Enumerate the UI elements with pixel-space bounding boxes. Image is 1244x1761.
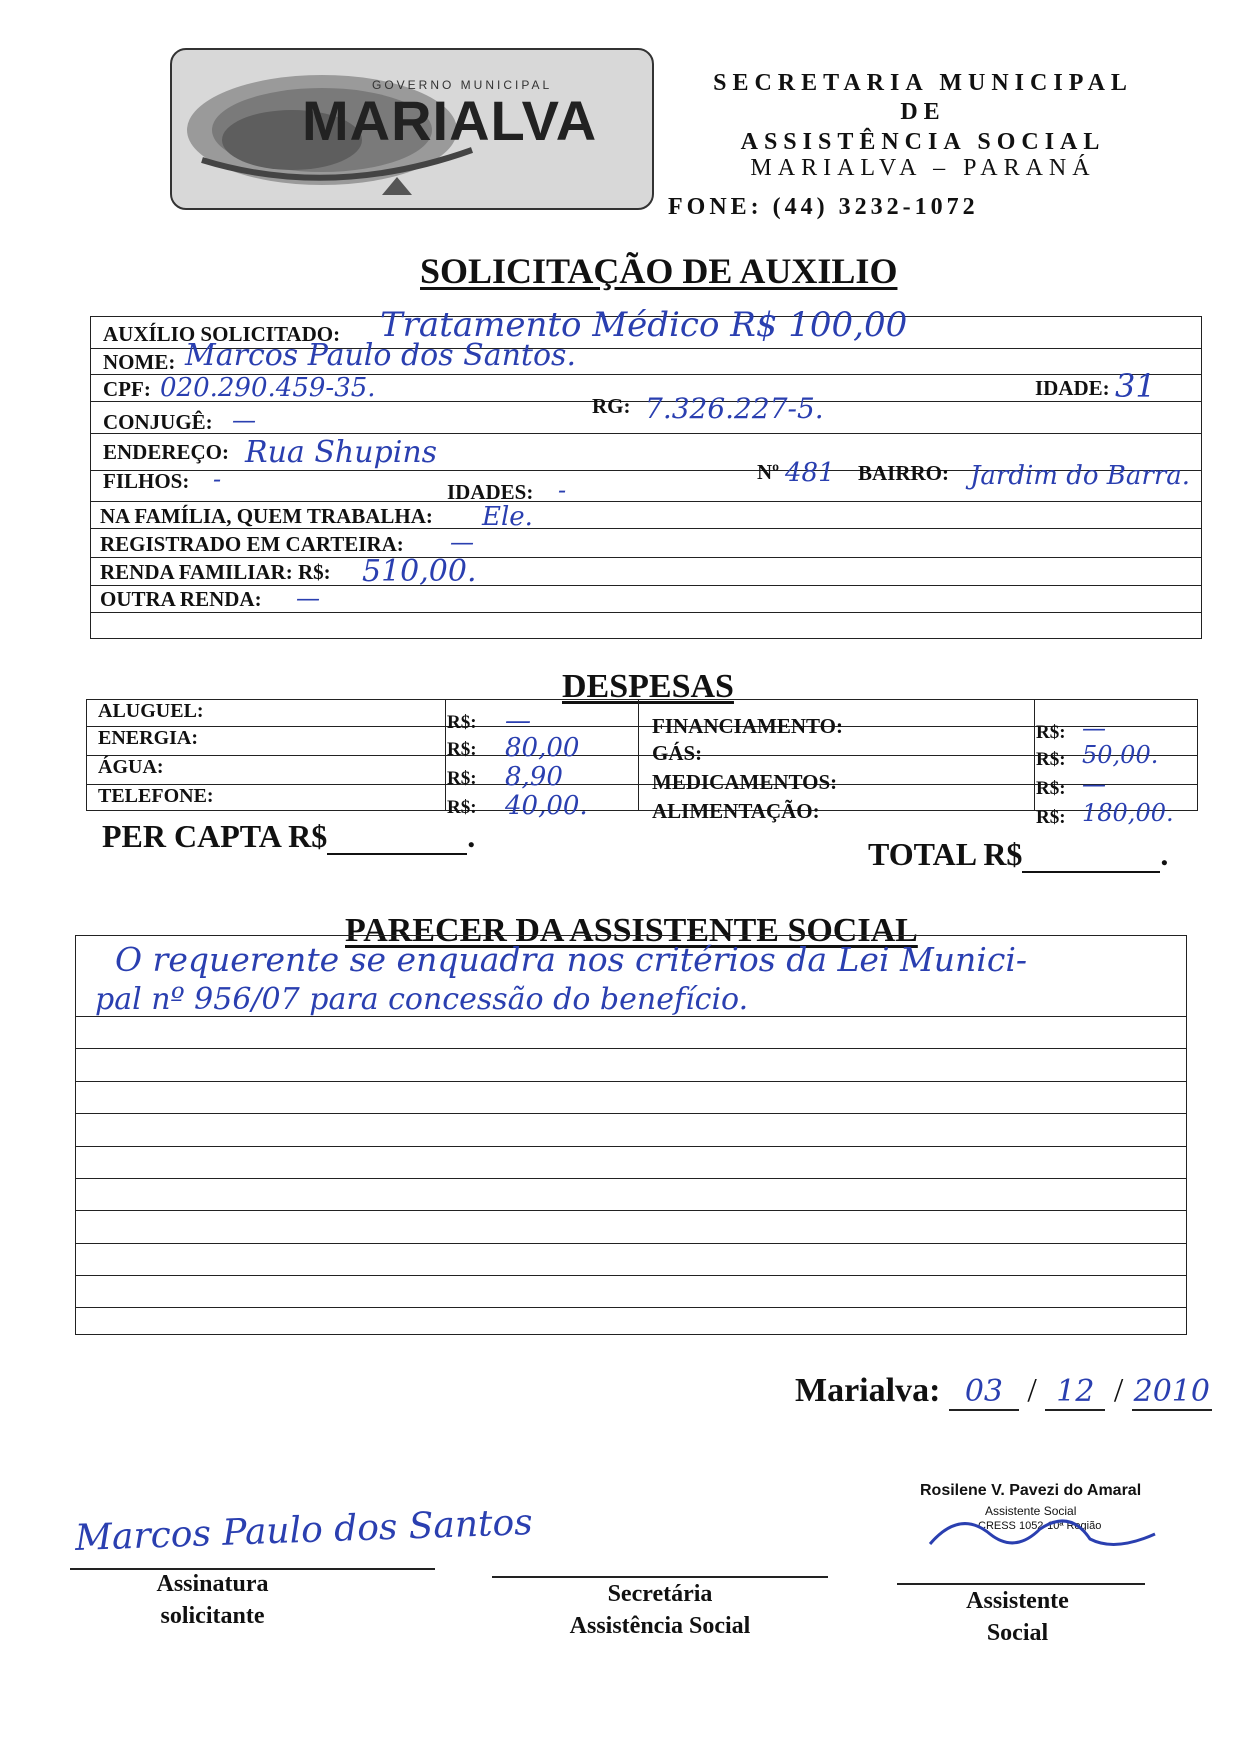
conjuge-label: CONJUGÊ: bbox=[103, 410, 213, 434]
auxilio-value[interactable]: Tratamento Médico R$ 100,00 bbox=[380, 305, 908, 345]
despesa-left-value[interactable]: 8,90 bbox=[505, 762, 563, 792]
stamp-name: Rosilene V. Pavezi do Amaral bbox=[920, 1482, 1142, 1499]
rg-label: RG: bbox=[592, 394, 631, 418]
despesa-left-label: ALUGUEL: bbox=[98, 700, 204, 722]
renda-value[interactable]: 510,00. bbox=[362, 554, 477, 589]
numero-value[interactable]: 481 bbox=[785, 458, 835, 488]
bairro-label: BAIRRO: bbox=[858, 461, 950, 485]
header-line4: MARIALVA – PARANÁ bbox=[750, 155, 1096, 181]
header-line3: ASSISTÊNCIA SOCIAL bbox=[740, 129, 1106, 155]
cpf-label: CPF: bbox=[103, 377, 151, 401]
idades-value[interactable]: - bbox=[558, 476, 567, 504]
per-capta-blank[interactable] bbox=[327, 825, 467, 855]
date-month[interactable]: 12 bbox=[1045, 1374, 1105, 1411]
despesa-right-value[interactable]: — bbox=[1082, 770, 1106, 798]
despesa-right-value[interactable]: 50,00. bbox=[1082, 741, 1159, 769]
total-blank[interactable] bbox=[1022, 843, 1160, 873]
bairro-value[interactable]: Jardim do Barra. bbox=[970, 461, 1191, 491]
date-label: Marialva: bbox=[795, 1372, 941, 1409]
logo-text: MARIALVA bbox=[302, 89, 598, 152]
date-row: Marialva: 03 / 12 / 2010 bbox=[795, 1372, 1210, 1409]
assistente-caption: Assistente Social bbox=[966, 1588, 1069, 1646]
carteira-value[interactable]: — bbox=[450, 528, 474, 556]
endereco-label: ENDEREÇO: bbox=[103, 440, 230, 464]
header-line1: SECRETARIA MUNICIPAL bbox=[713, 70, 1133, 96]
despesa-left-value[interactable]: 80,00 bbox=[505, 733, 580, 763]
parecer-line2: pal nº 956/07 para concessão do benefício. bbox=[95, 982, 749, 1017]
outra-renda-label: OUTRA RENDA: bbox=[100, 587, 262, 611]
auxilio-label: AUXÍLIO SOLICITADO: bbox=[103, 322, 341, 346]
secretaria-caption: Secretária Assistência Social bbox=[569, 1581, 751, 1639]
despesa-right-label: FINANCIAMENTO: bbox=[652, 714, 843, 738]
cpf-value[interactable]: 020.290.459-35. bbox=[160, 373, 376, 403]
trabalha-label: NA FAMÍLIA, QUEM TRABALHA: bbox=[100, 504, 433, 528]
numero-label: Nº bbox=[757, 460, 780, 484]
despesa-right-currency: R$: bbox=[1036, 778, 1066, 799]
nome-value[interactable]: Marcos Paulo dos Santos. bbox=[185, 338, 576, 373]
solicitante-signature[interactable]: Marcos Paulo dos Santos bbox=[74, 1502, 534, 1559]
page-title: SOLICITAÇÃO DE AUXILIO bbox=[420, 251, 898, 291]
idades-label: IDADES: bbox=[447, 480, 534, 504]
despesa-left-currency: R$: bbox=[447, 768, 477, 789]
header-line2: DE bbox=[900, 99, 946, 125]
despesa-right-label: GÁS: bbox=[652, 741, 703, 765]
header-phone: FONE: (44) 3232-1072 bbox=[668, 194, 979, 220]
despesa-left-value[interactable]: 40,00. bbox=[505, 791, 588, 821]
rg-value[interactable]: 7.326.227-5. bbox=[645, 392, 824, 425]
despesa-right-value[interactable]: 180,00. bbox=[1082, 799, 1174, 827]
despesa-left-currency: R$: bbox=[447, 739, 477, 760]
trabalha-value[interactable]: Ele. bbox=[482, 502, 533, 532]
solicitante-caption: Assinatura solicitante bbox=[156, 1571, 269, 1629]
despesa-left-currency: R$: bbox=[447, 712, 477, 733]
despesa-right-currency: R$: bbox=[1036, 749, 1066, 770]
endereco-value[interactable]: Rua Shupins bbox=[245, 435, 438, 470]
conjuge-value[interactable]: — bbox=[232, 406, 256, 434]
despesas-title: DESPESAS bbox=[562, 668, 734, 705]
date-year[interactable]: 2010 bbox=[1133, 1374, 1210, 1409]
despesa-right-currency: R$: bbox=[1036, 807, 1066, 828]
logo-subtext: GOVERNO MUNICIPAL bbox=[372, 78, 553, 92]
stamp-role: Assistente Social bbox=[985, 1504, 1077, 1518]
idade-label: IDADE: bbox=[1035, 376, 1110, 400]
filhos-label: FILHOS: bbox=[103, 469, 190, 493]
despesa-left-currency: R$: bbox=[447, 797, 477, 818]
parecer-line1: O requerente se enquadra nos critérios da Lei Munici- bbox=[115, 940, 1028, 979]
despesa-right-label: ALIMENTAÇÃO: bbox=[652, 799, 820, 823]
despesa-left-label: TELEFONE: bbox=[98, 785, 214, 807]
filhos-value[interactable]: - bbox=[213, 465, 222, 493]
parecer-title: PARECER DA ASSISTENTE SOCIAL bbox=[345, 912, 918, 949]
assistente-signature-scribble-icon bbox=[920, 1504, 1170, 1554]
date-day[interactable]: 03 bbox=[949, 1374, 1019, 1411]
logo bbox=[170, 48, 654, 210]
renda-label: RENDA FAMILIAR: R$: bbox=[100, 560, 331, 584]
carteira-label: REGISTRADO EM CARTEIRA: bbox=[100, 532, 404, 556]
despesa-left-label: ÁGUA: bbox=[98, 756, 164, 778]
per-capta-label: PER CAPTA R$ . bbox=[102, 818, 476, 854]
outra-renda-value[interactable]: — bbox=[296, 584, 320, 612]
despesa-right-value[interactable]: — bbox=[1082, 714, 1106, 742]
despesa-right-label: MEDICAMENTOS: bbox=[652, 770, 838, 794]
despesa-left-label: ENERGIA: bbox=[98, 727, 199, 749]
despesa-right-currency: R$: bbox=[1036, 722, 1066, 743]
nome-label: NOME: bbox=[103, 350, 176, 374]
stamp-reg: CRESS 1052-10ª Região bbox=[978, 1520, 1102, 1532]
assistente-stamp bbox=[920, 1482, 1170, 1532]
despesa-left-value[interactable]: — bbox=[505, 706, 531, 736]
idade-value[interactable]: 31 bbox=[1115, 367, 1156, 405]
total-label: TOTAL R$ . bbox=[868, 836, 1169, 872]
